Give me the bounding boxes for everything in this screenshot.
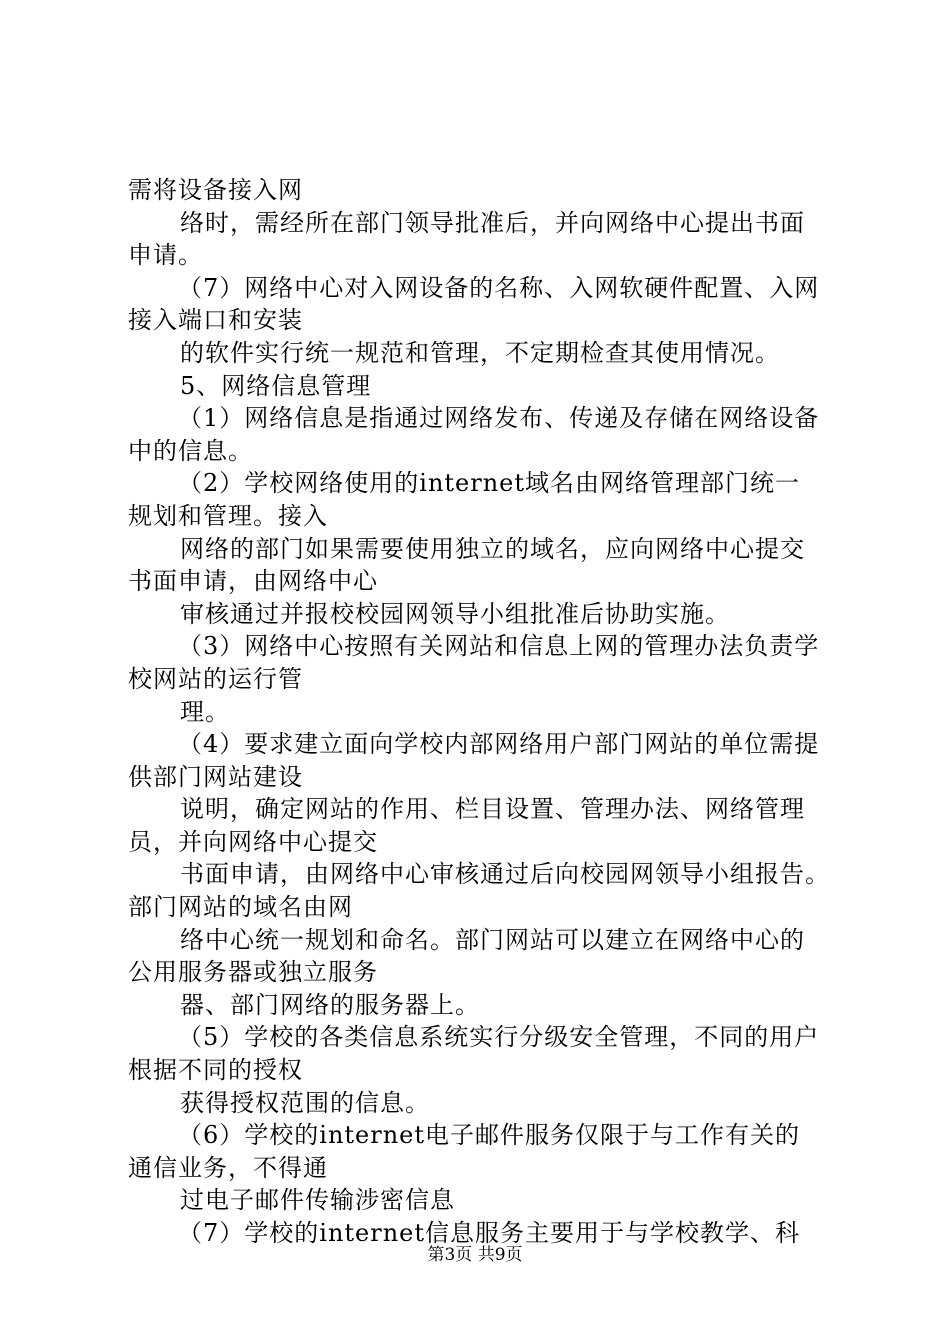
page-number: 第3页 共9页 [427, 1245, 523, 1265]
text-line: 校网站的运行管 [128, 664, 303, 693]
text-line: 络中心统一规划和命名。部门网站可以建立在网络中心的 [180, 925, 805, 954]
text-line: （7）学校的internet信息服务主要用于与学校教学、科 [178, 1219, 801, 1247]
text-line: 说明，确定网站的作用、栏目设置、管理办法、网络管理 [180, 795, 805, 824]
text-line: （2）学校网络使用的internet域名由网络管理部门统一 [178, 469, 801, 498]
text-line: 规划和管理。接入 [128, 501, 328, 530]
text-line: 络时，需经所在部门领导批准后，并向网络中心提出书面 [180, 208, 805, 237]
section-heading: 5、网络信息管理 [180, 371, 372, 400]
text-line: 过电子邮件传输涉密信息 [180, 1186, 455, 1215]
text-line: 员，并向网络中心提交 [128, 827, 378, 856]
text-line: 网络的部门如果需要使用独立的域名，应向网络中心提交 [180, 534, 805, 563]
text-line: 书面申请，由网络中心 [128, 567, 378, 596]
text-line: 审核通过并报校校园网领导小组批准后协助实施。 [180, 599, 730, 628]
text-line: （6）学校的internet电子邮件服务仅限于与工作有关的 [178, 1121, 801, 1150]
text-line: 的软件实行统一规范和管理，不定期检查其使用情况。 [180, 338, 780, 367]
text-line: 器、部门网络的服务器上。 [180, 990, 480, 1019]
text-line: 部门网站的域名由网 [128, 893, 353, 922]
text-line: 理。 [180, 697, 230, 726]
text-line: 供部门网站建设 [128, 762, 303, 791]
document-body [128, 174, 844, 1250]
text-line: （3）网络中心按照有关网站和信息上网的管理办法负责学 [178, 632, 820, 661]
text-line: 书面申请，由网络中心审核通过后向校园网领导小组报告。 [180, 860, 830, 889]
text-line: 申请。 [128, 241, 203, 270]
text-line: 中的信息。 [128, 436, 253, 465]
text-line: 需将设备接入网 [128, 176, 303, 204]
text-line: 公用服务器或独立服务 [128, 958, 378, 987]
page-footer [0, 1244, 950, 1266]
text-line: 根据不同的授权 [128, 1056, 303, 1085]
text-line: （7）网络中心对入网设备的名称、入网软硬件配置、入网 [178, 273, 820, 302]
text-line: （4）要求建立面向学校内部网络用户部门网站的单位需提 [178, 730, 820, 759]
text-line: （1）网络信息是指通过网络发布、传递及存储在网络设备 [178, 404, 820, 433]
text-line: 接入端口和安装 [128, 306, 303, 335]
text-line: （5）学校的各类信息系统实行分级安全管理，不同的用户 [178, 1023, 820, 1052]
text-line: 通信业务，不得通 [128, 1153, 328, 1182]
text-line: 获得授权范围的信息。 [180, 1088, 430, 1117]
